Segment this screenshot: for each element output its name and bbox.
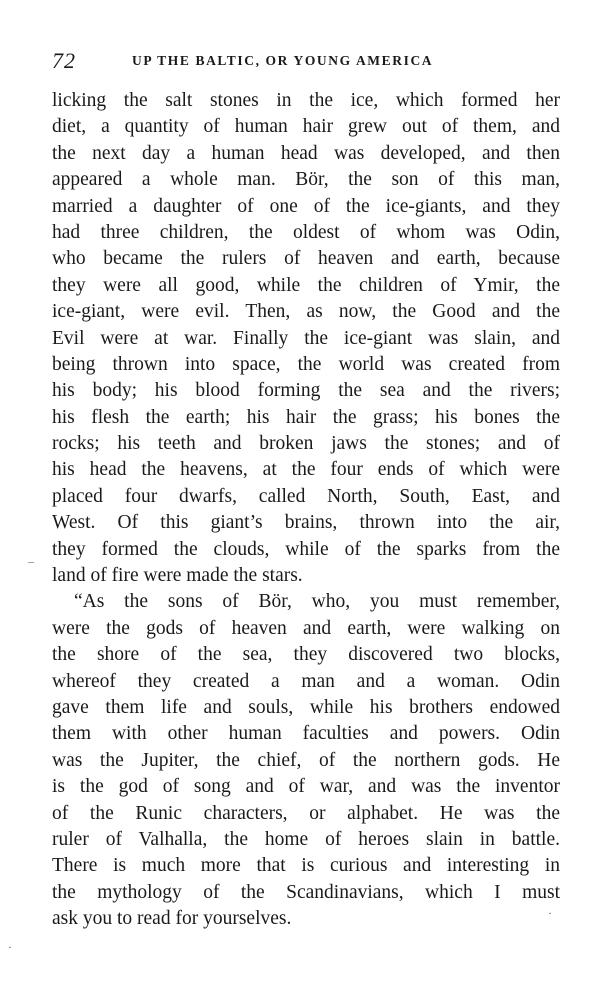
body-text xyxy=(52,88,560,933)
text-line: the next day a human head was developed, and then xyxy=(52,142,560,164)
text-line: licking the salt stones in the ice, which formed her xyxy=(52,90,560,111)
text-line: the mythology of the Scandinavians, which I must xyxy=(52,881,560,903)
text-line: had three children, the oldest of whom was Odin, xyxy=(52,221,560,243)
text-line: placed four dwarfs, called North, South, East, and xyxy=(52,485,560,507)
margin-speck: · xyxy=(548,906,552,920)
text-line: married a daughter of one of the ice-giants, and they xyxy=(52,195,560,217)
text-line: of the Runic characters, or alphabet. He was the xyxy=(52,802,560,824)
text-line: they were all good, while the children of Ymir, the xyxy=(52,274,560,296)
text-line: West. Of this giant’s brains, thrown into the air, xyxy=(52,512,560,534)
text-line: being thrown into space, the world was created from xyxy=(52,353,560,375)
text-line: his head the heavens, at the four ends of which were xyxy=(52,459,560,481)
text-line: whereof they created a man and a woman. Odin xyxy=(52,670,560,692)
text-line: who became the rulers of heaven and earth, because xyxy=(52,248,560,270)
text-line: rocks; his teeth and broken jaws the stones; and of xyxy=(52,433,560,455)
text-line: his body; his blood forming the sea and the rivers; xyxy=(52,380,560,402)
text-line: ice-giant, were evil. Then, as now, the Good and the xyxy=(52,301,560,323)
text-line: his flesh the earth; his hair the grass; his bones the xyxy=(52,406,560,428)
text-line: ruler of Valhalla, the home of heroes slain in battle. xyxy=(52,828,560,850)
paragraph-first-line: “As the sons of Bör, who, you must remember, xyxy=(74,591,560,613)
text-line: them with other human faculties and powers. Odin xyxy=(52,723,560,745)
margin-speck: ¯ xyxy=(28,560,34,574)
text-line: gave them life and souls, while his brothers endowed xyxy=(52,696,560,718)
text-line: they formed the clouds, while of the sparks from the xyxy=(52,538,560,560)
text-line: was the Jupiter, the chief, of the northern gods. He xyxy=(52,749,560,771)
page-number: 72 xyxy=(52,48,76,73)
text-line: were the gods of heaven and earth, were walking on xyxy=(52,617,560,639)
text-line: is the god of song and of war, and was the inventor xyxy=(52,776,560,798)
text-line: diet, a quantity of human hair grew out of them, and xyxy=(52,116,560,138)
page-header xyxy=(52,48,562,78)
text-line: There is much more that is curious and interesting in xyxy=(52,855,560,877)
running-title: UP THE BALTIC, OR YOUNG AMERICA xyxy=(132,53,434,68)
paragraph-last-line: ask you to read for yourselves. xyxy=(52,908,292,930)
text-line: Evil were at war. Finally the ice-giant was slain, and xyxy=(52,327,560,349)
text-line: appeared a whole man. Bör, the son of this man, xyxy=(52,169,560,191)
paragraph-last-line: land of fire were made the stars. xyxy=(52,565,303,587)
margin-speck: · xyxy=(8,940,12,954)
text-line: the shore of the sea, they discovered two blocks, xyxy=(52,644,560,666)
